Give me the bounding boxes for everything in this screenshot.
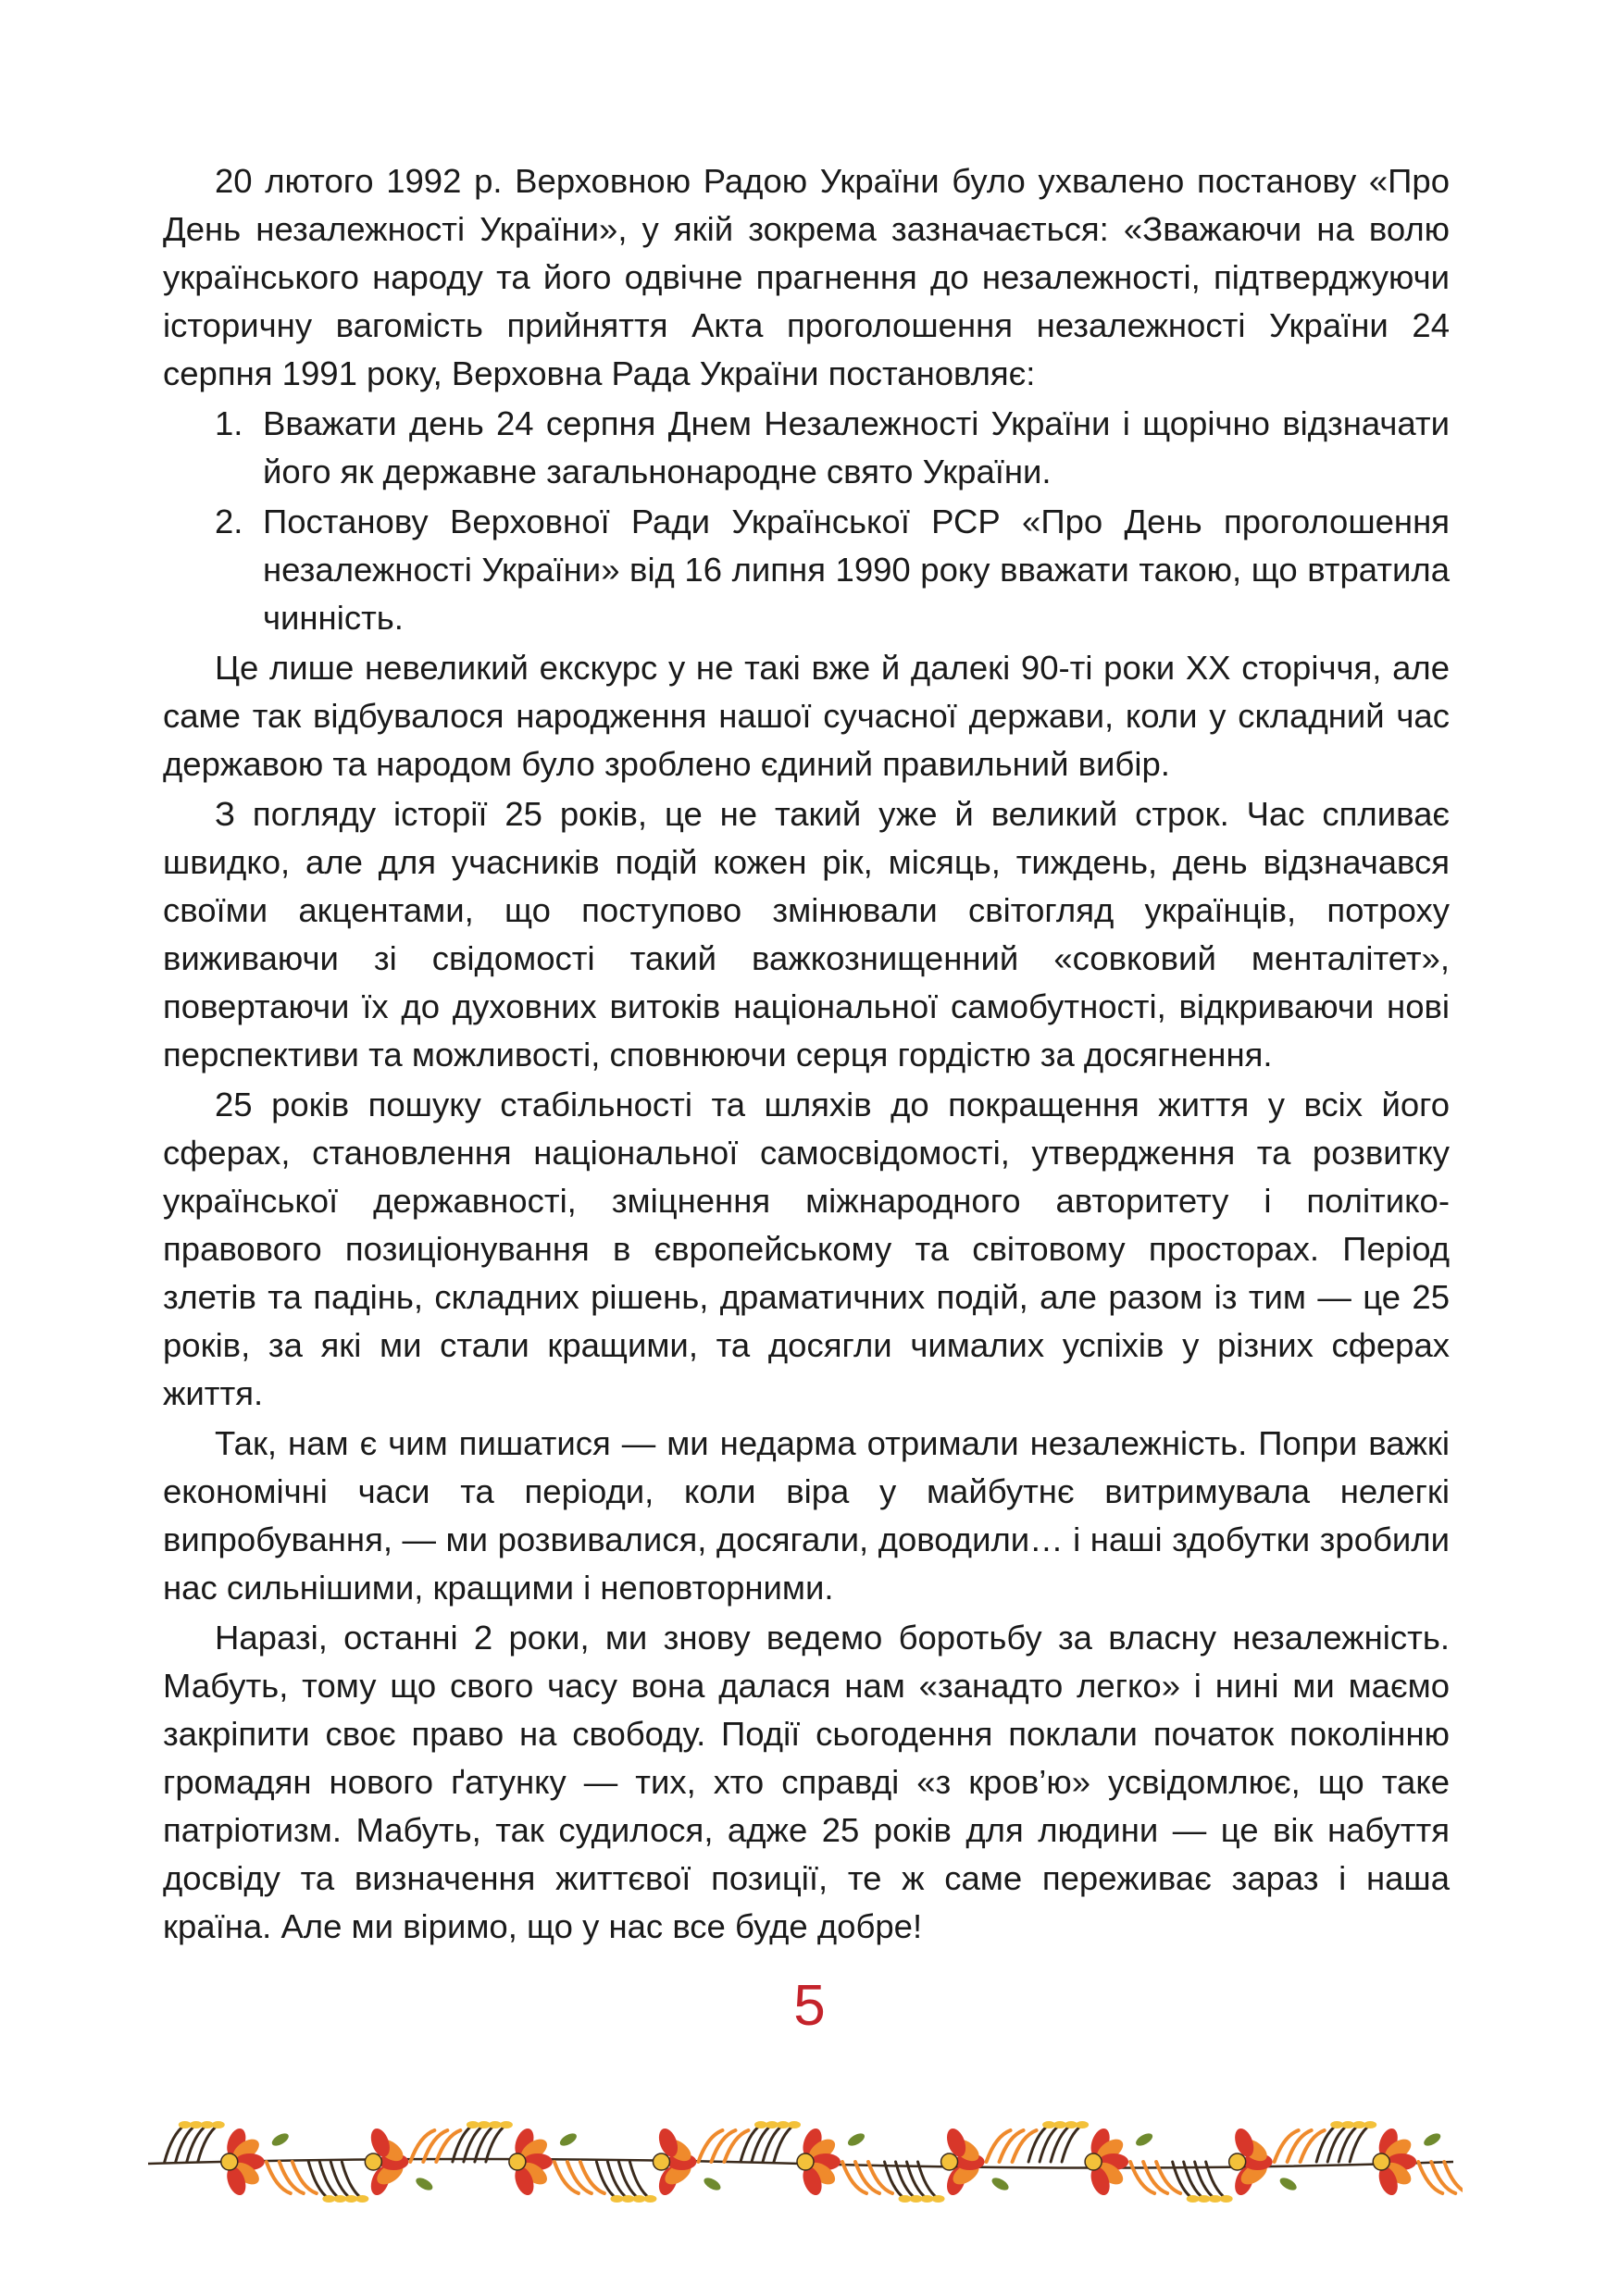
ornament-motif — [643, 2195, 656, 2203]
ornament-motif — [179, 2121, 192, 2128]
ornament-motif — [1053, 2121, 1066, 2128]
body-paragraph: Так, нам є чим пишатися — ми недарма отримали незалежність. Попри важкі економічні часи та періоди, коли віра у майбутнє витримувала нелегкі випробування, — ми розвивалися, досягали, доводили… і наші здобутки зробили нас сильнішими, кращими і неповторними. — [163, 1424, 1450, 1607]
ornament-motif — [797, 2153, 814, 2170]
ornament-motif — [1134, 2131, 1154, 2149]
ornament-motif — [1352, 2121, 1365, 2128]
ornament-motif — [653, 2153, 669, 2170]
ornament-motif — [1330, 2121, 1343, 2128]
ornament-motif — [941, 2153, 958, 2170]
ornament-motif — [478, 2121, 491, 2128]
ornament-motif — [1229, 2153, 1246, 2170]
ornament-motif — [910, 2195, 923, 2203]
ornament-motif — [1209, 2195, 1222, 2203]
ornament-motif — [190, 2121, 203, 2128]
ornament-motif — [846, 2131, 866, 2149]
decree-item-text: Вважати день 24 серпня Днем Незалежності України і щорічно відзначати його як державне загальнонародне свято України. — [263, 404, 1450, 490]
decree-item — [163, 498, 1450, 642]
ornament-motif — [754, 2121, 767, 2128]
decree-item-number: 2. — [215, 503, 243, 540]
intro-paragraph: 20 лютого 1992 р. Верховною Радою України було ухвалено постанову «Про День незалежності України», у якій зокрема зазначається: «Зважаючи на волю українського народу та його одвічне прагнення до незалежності, підтверджуючи історичну вагомість прийняття Акта проголошення незалежності України 24 серпня 1991 року, Верховна Рада України постановляє: — [163, 162, 1450, 392]
ornament-motif — [489, 2121, 502, 2128]
ornament-motif — [632, 2195, 645, 2203]
ornament-motif — [702, 2176, 722, 2193]
ornament-motif — [932, 2195, 945, 2203]
ornament-motif — [921, 2195, 934, 2203]
ornament-motif — [322, 2195, 335, 2203]
ornament-motif — [899, 2195, 912, 2203]
body-paragraph: З погляду історії 25 років, це не такий уже й великий строк. Час спливає швидко, але для учасників подій кожен рік, місяць, тиждень, день відзначався своїми акцентами, що поступово змінювали світогляд українців, потроху виживаючи зі свідомості такий важкознищенний «совковий менталітет», повертаючи їх до духовних витоків національної самобутності, відкриваючи нові перспективи та можливості, сповнюючи серця гордістю за досягнення. — [163, 795, 1450, 1074]
ornament-motif — [201, 2121, 214, 2128]
ornament-motif — [1076, 2121, 1089, 2128]
ornament-motif — [467, 2121, 479, 2128]
floral-border-ornament-icon — [139, 2101, 1463, 2221]
ornament-motif — [1422, 2131, 1442, 2149]
ornament-motif — [1220, 2195, 1233, 2203]
ornament-motif — [1198, 2195, 1211, 2203]
ornament-motif — [777, 2121, 790, 2128]
ornament-motif — [1187, 2195, 1200, 2203]
ornament-motif — [1065, 2121, 1077, 2128]
ornament-motif — [414, 2176, 434, 2193]
ornament-motif — [212, 2121, 225, 2128]
ornament-motif — [621, 2195, 634, 2203]
ornament-motif — [1373, 2153, 1389, 2170]
body-paragraph: Наразі, останні 2 роки, ми знову ведемо боротьбу за власну незалежність. Мабуть, тому що свого часу вона далася нам «занадто легко» і нині ми маємо закріпити своє право на свободу. Події сьогодення поклали початок поколінню громадян нового ґатунку — тих, хто справді «з кров’ю» усвідомлює, що таке патріотизм. Мабуть, так судилося, адже 25 років для людини — це вік набуття досвіду та визначення життєвої позиції, те ж саме переживає зараз і наша країна. Але ми віримо, що у нас все буде добре! — [163, 1619, 1450, 1945]
ornament-motif — [365, 2153, 381, 2170]
decree-list — [163, 400, 1450, 642]
ornament-motif — [509, 2153, 526, 2170]
ornament-motif — [1278, 2176, 1299, 2193]
ornament-motif — [1085, 2153, 1102, 2170]
ornament-motif — [355, 2195, 368, 2203]
ornament-motif — [990, 2176, 1010, 2193]
ornament-motif — [270, 2131, 291, 2149]
ornament-motif — [1364, 2121, 1376, 2128]
ornament-motif — [788, 2121, 801, 2128]
body-paragraph: Це лише невеликий екскурс у не такі вже й далекі 90-ті роки XX сторіччя, але саме так відбувалося народження нашої сучасної держави, коли у складний час державою та народом було зроблено єдиний правильний вибір. — [163, 649, 1450, 783]
ornament-motif — [558, 2131, 579, 2149]
decree-item — [163, 400, 1450, 496]
ornament-motif — [610, 2195, 623, 2203]
decree-item-number: 1. — [215, 404, 243, 442]
ornament-motif — [766, 2121, 778, 2128]
ornament-motif — [1341, 2121, 1354, 2128]
ornament-motif — [500, 2121, 513, 2128]
ornament-motif — [344, 2195, 357, 2203]
body-text — [163, 157, 1450, 1953]
ornament-motif — [333, 2195, 346, 2203]
decree-item-text: Постанову Верховної Ради Української РСР «Про День проголошення незалежності України» від 16 липня 1990 року вважати такою, що втратила чинність. — [263, 503, 1450, 637]
page-number: 5 — [793, 1974, 826, 2038]
ornament-motif — [1042, 2121, 1055, 2128]
body-paragraph: 25 років пошуку стабільності та шляхів до покращення життя у всіх його сферах, становлення національної самосвідомості, утвердження та розвитку української державності, зміцнення міжнародного авторитету і політико-правового позиціонування в європейському та світовому просторах. Період злетів та падінь, складних рішень, драматичних подій, але разом із тим — це 25 років, за які ми стали кращими, та досягли чималих успіхів у різних сферах життя. — [163, 1086, 1450, 1412]
ornament-motif — [221, 2153, 238, 2170]
